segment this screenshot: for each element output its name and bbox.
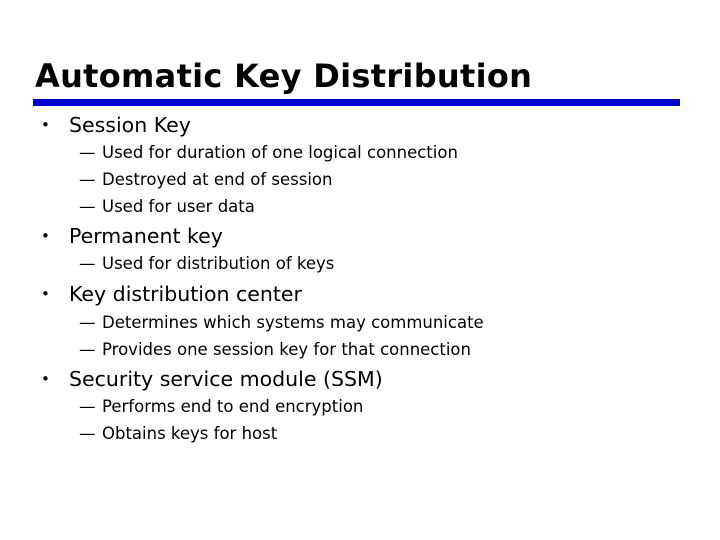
sub-bullet-item bbox=[79, 397, 363, 417]
sub-bullet-text: Performs end to end encryption bbox=[102, 397, 364, 416]
bullet-icon: • bbox=[41, 285, 50, 303]
bullet-item bbox=[41, 224, 223, 248]
sub-bullet-text: Used for duration of one logical connection bbox=[102, 143, 458, 162]
dash-icon: — bbox=[79, 170, 96, 189]
dash-icon: — bbox=[79, 143, 96, 162]
bullet-icon: • bbox=[41, 227, 50, 245]
dash-icon: — bbox=[79, 340, 96, 359]
bullet-text: Permanent key bbox=[69, 224, 223, 248]
sub-bullet-item bbox=[79, 254, 334, 274]
bullet-icon: • bbox=[41, 370, 50, 388]
sub-bullet-text: Used for user data bbox=[102, 197, 255, 216]
dash-icon: — bbox=[79, 197, 96, 216]
sub-bullet-item bbox=[79, 340, 471, 360]
slide-title: Automatic Key Distribution bbox=[35, 57, 533, 95]
sub-bullet-text: Provides one session key for that connection bbox=[102, 340, 471, 359]
dash-icon: — bbox=[79, 424, 96, 443]
sub-bullet-item bbox=[79, 313, 484, 333]
sub-bullet-text: Obtains keys for host bbox=[102, 424, 278, 443]
sub-bullet-text: Used for distribution of keys bbox=[102, 254, 335, 273]
bullet-icon: • bbox=[41, 116, 50, 134]
dash-icon: — bbox=[79, 313, 96, 332]
bullet-item bbox=[41, 282, 302, 306]
bullet-item bbox=[41, 367, 383, 391]
bullet-text: Security service module (SSM) bbox=[69, 367, 383, 391]
dash-icon: — bbox=[79, 254, 96, 273]
bullet-text: Key distribution center bbox=[69, 282, 302, 306]
title-underline bbox=[33, 99, 680, 106]
dash-icon: — bbox=[79, 397, 96, 416]
sub-bullet-text: Destroyed at end of session bbox=[102, 170, 333, 189]
sub-bullet-item bbox=[79, 143, 458, 163]
sub-bullet-item bbox=[79, 170, 332, 190]
sub-bullet-text: Determines which systems may communicate bbox=[102, 313, 484, 332]
bullet-item bbox=[41, 113, 191, 137]
sub-bullet-item bbox=[79, 197, 255, 217]
sub-bullet-item bbox=[79, 424, 277, 444]
bullet-text: Session Key bbox=[69, 113, 191, 137]
